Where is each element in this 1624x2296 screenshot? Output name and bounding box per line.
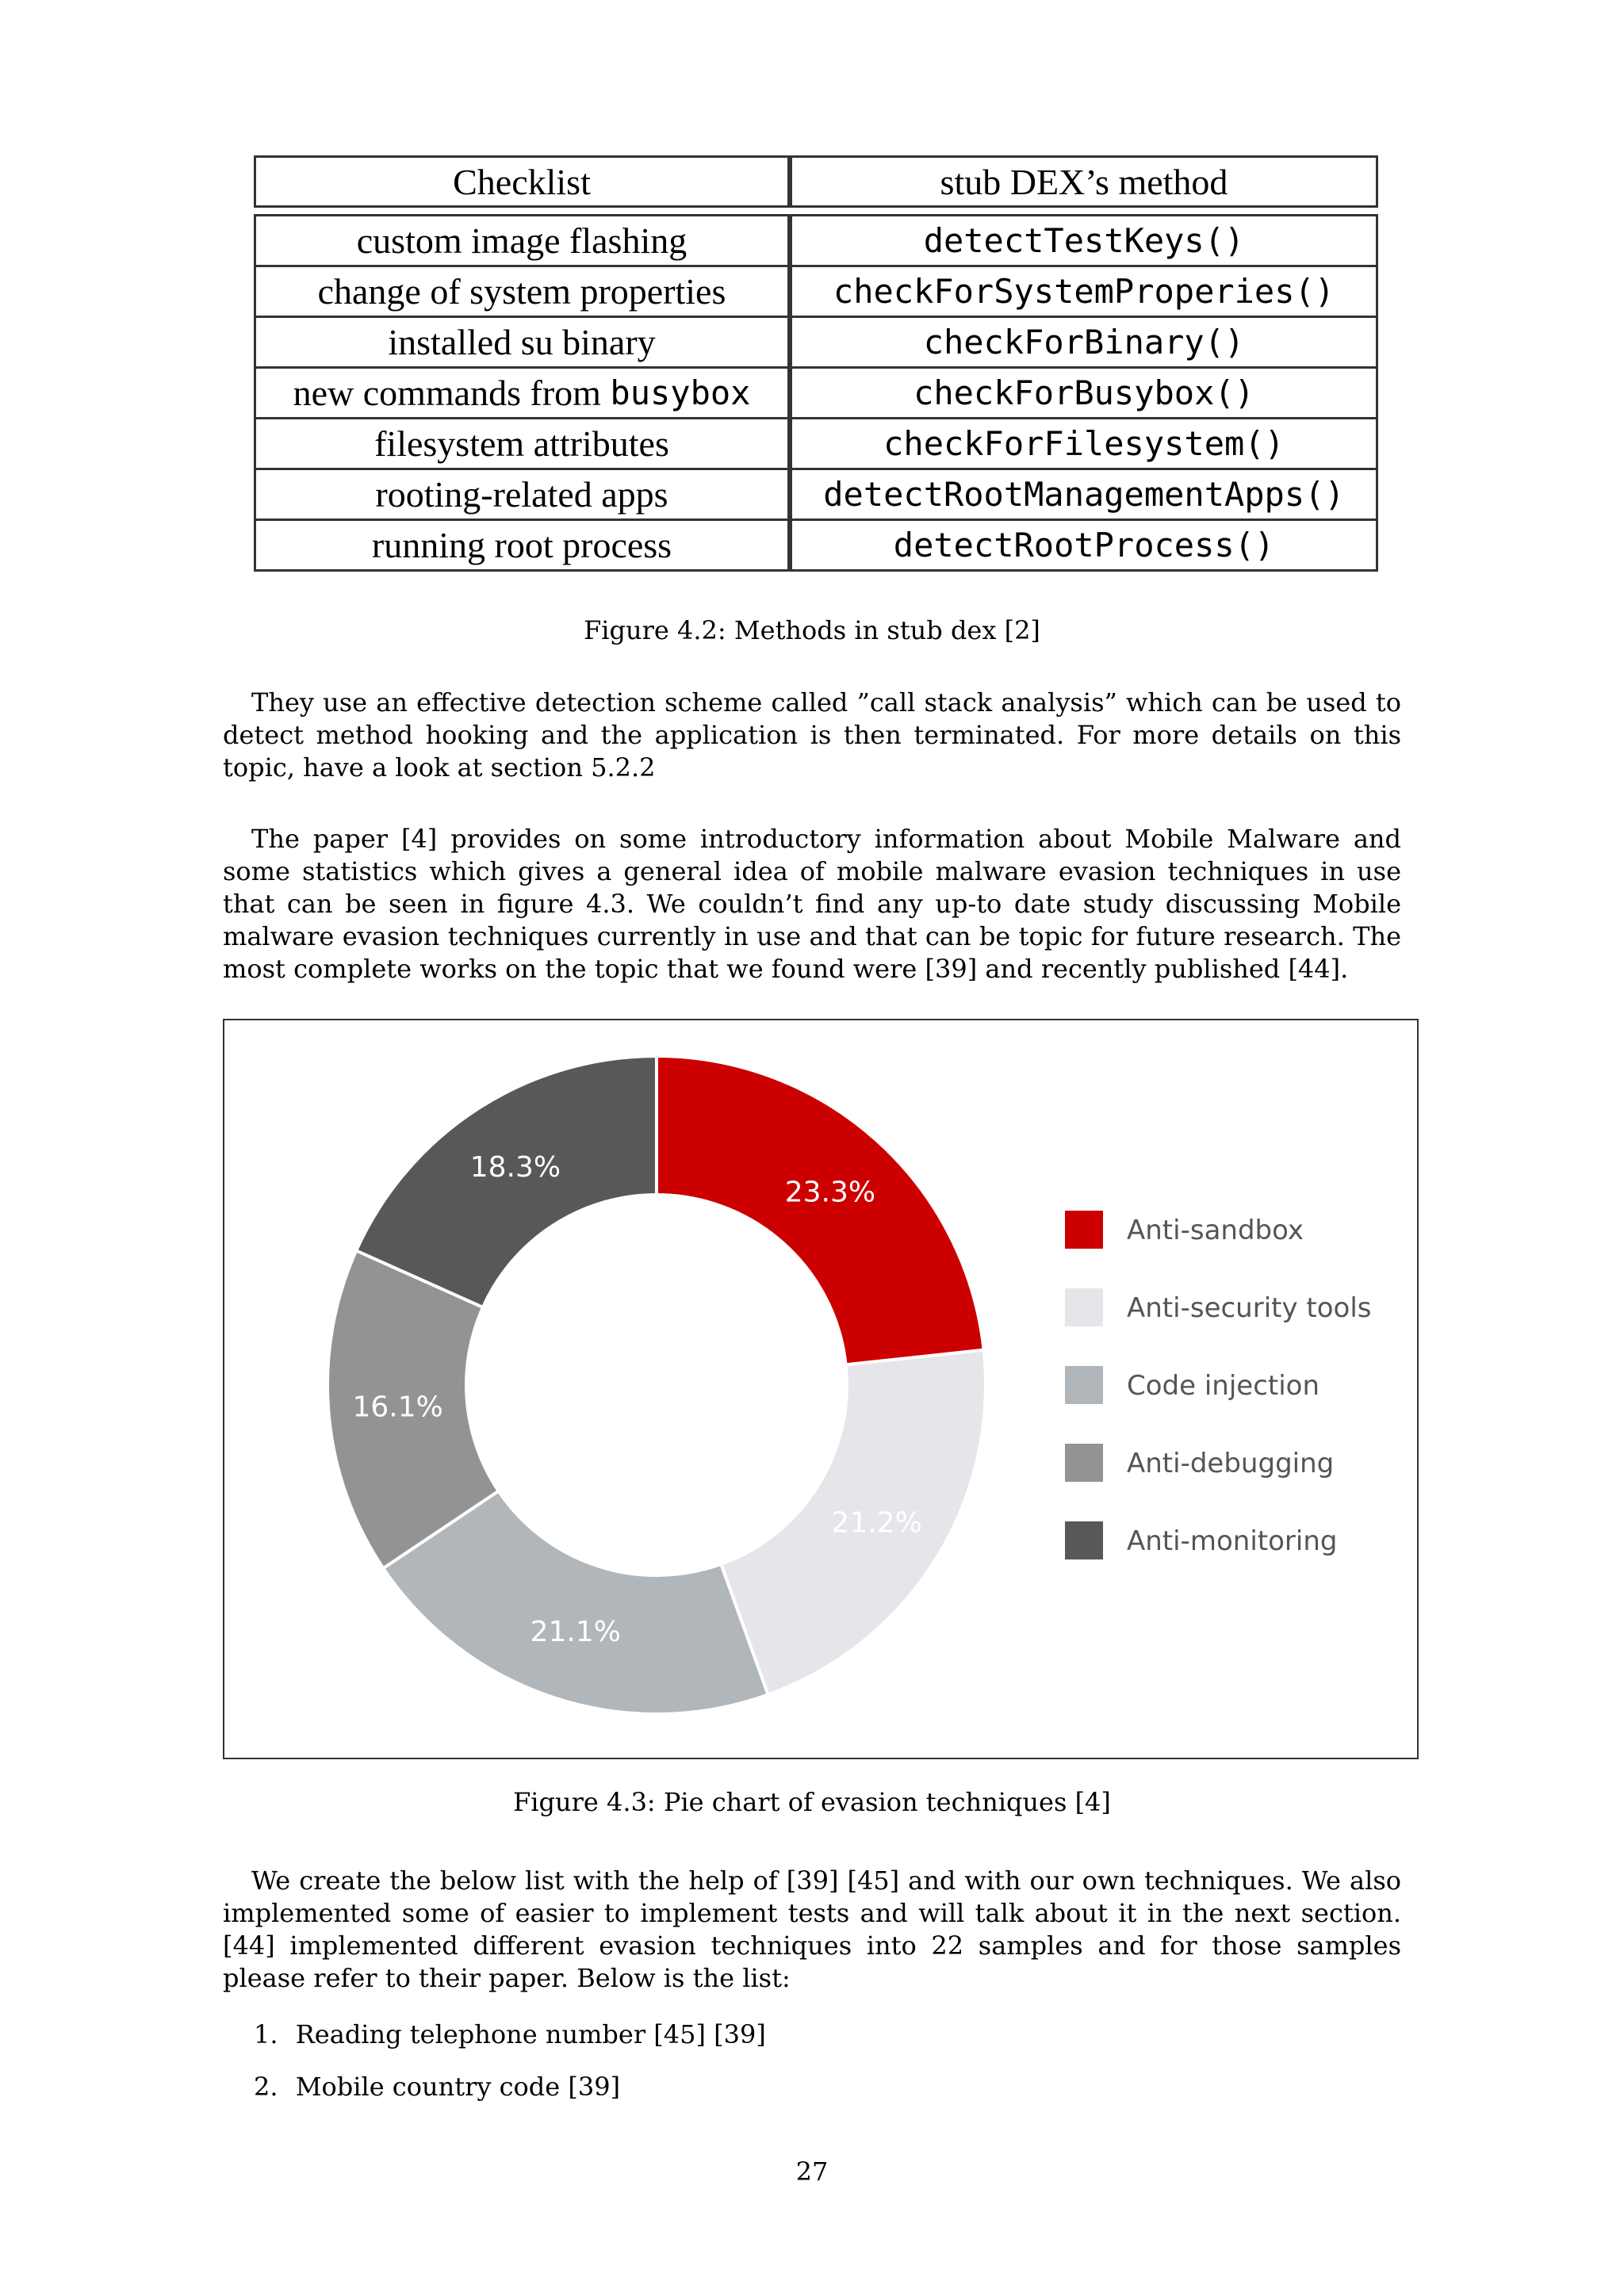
table-row: [254, 519, 1378, 572]
table-header-checklist: Checklist: [254, 155, 790, 208]
legend-swatch: [1065, 1366, 1103, 1404]
list-item-text: Mobile country code [39]: [295, 2072, 621, 2102]
table-cell-check: filesystem attributes: [254, 417, 790, 470]
table-cell-method: detectRootManagementApps(): [790, 468, 1378, 521]
donut-chart-svg: [224, 1020, 1417, 1758]
slice-label: 21.2%: [831, 1506, 922, 1540]
table-cell-check: custom image flashing: [254, 214, 790, 267]
page-number: 27: [795, 2156, 829, 2187]
table-cell-method: checkForBinary(): [790, 316, 1378, 369]
paragraph-call-stack: [223, 687, 1401, 784]
table-row: [254, 316, 1378, 369]
evasion-techniques-chart: [223, 1019, 1419, 1759]
table-cell-check: change of system properties: [254, 265, 790, 318]
table-cell-method: checkForBusybox(): [790, 366, 1378, 419]
legend-label: Anti-sandbox: [1127, 1215, 1304, 1246]
legend-swatch: [1065, 1521, 1103, 1559]
list-item-text: Reading telephone number [45] [39]: [295, 2019, 766, 2049]
table-cell-check: [254, 366, 790, 419]
figure-4-2-caption: Figure 4.2: Methods in stub dex [2]: [584, 615, 1040, 645]
table-row: [254, 366, 1378, 419]
list-item: [254, 2019, 766, 2049]
legend-label: Anti-debugging: [1127, 1448, 1335, 1479]
paragraph-call-stack-text: They use an effective detection scheme called ”call stack analysis” which can be used to detect method hooking and the application is then terminated. For more details on this topic, have a look at section 5.2.2: [223, 687, 1401, 783]
list-item-number: 2.: [254, 2072, 278, 2102]
legend-label: Code injection: [1127, 1370, 1320, 1402]
paragraph-mobile-malware: [223, 823, 1401, 985]
legend-swatch: [1065, 1444, 1103, 1482]
paragraph-mobile-malware-text: The paper [4] provides on some introductory information about Mobile Malware and some statistics which gives a general idea of mobile malware evasion techniques in use that can be seen in figure 4.3. We couldn’t find any up-to date study discussing Mobile malware evasion techniques currently in use and that can be topic for future research. The most complete works on the topic that we found were [39] and recently published [44].: [223, 824, 1401, 984]
list-item: [254, 2072, 620, 2102]
table-cell-check: rooting-related apps: [254, 468, 790, 521]
slice-anti-sandbox: [657, 1056, 984, 1364]
table-row: [254, 417, 1378, 470]
legend-swatch: [1065, 1288, 1103, 1326]
table-row: [254, 265, 1378, 318]
table-cell-check-text: new commands from: [293, 373, 611, 413]
legend-label: Anti-monitoring: [1127, 1525, 1338, 1557]
figure-4-3-caption: Figure 4.3: Pie chart of evasion techniques [4]: [513, 1787, 1111, 1817]
list-item-number: 1.: [254, 2019, 278, 2049]
table-cell-method: checkForFilesystem(): [790, 417, 1378, 470]
table-cell-check-mono: busybox: [610, 373, 751, 412]
table-row: [254, 214, 1378, 267]
table-cell-method: detectRootProcess(): [790, 519, 1378, 572]
table-row: [254, 468, 1378, 521]
table-cell-check: running root process: [254, 519, 790, 572]
legend-swatch: [1065, 1211, 1103, 1249]
slice-label: 23.3%: [784, 1176, 876, 1209]
paragraph-list-intro: [223, 1865, 1401, 1995]
table-header-method: stub DEX’s method: [790, 155, 1378, 208]
slice-label: 18.3%: [469, 1151, 561, 1184]
slice-label: 16.1%: [352, 1391, 443, 1424]
table-header-row: [254, 155, 1378, 208]
table-cell-method: detectTestKeys(): [790, 214, 1378, 267]
table-cell-check: installed su binary: [254, 316, 790, 369]
table-cell-method: checkForSystemProperies(): [790, 265, 1378, 318]
legend-label: Anti-security tools: [1127, 1292, 1372, 1324]
paragraph-list-intro-text: We create the below list with the help of [39] [45] and with our own techniques. We also implemented some of easier to implement tests and will talk about it in the next section. [44] implemented different evasion techniques into 22 samples and for those samples please refer to their paper. Below is the list:: [223, 1866, 1401, 1993]
slice-label: 21.1%: [530, 1616, 622, 1649]
